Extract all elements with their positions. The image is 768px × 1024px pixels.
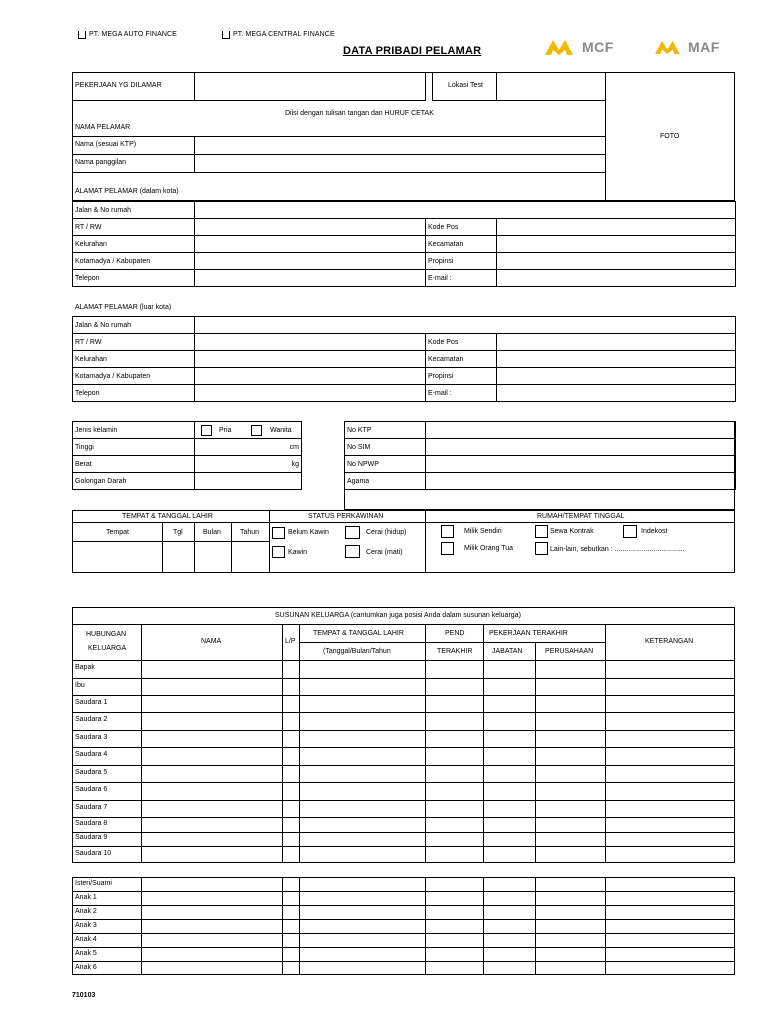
tempat-header: Tempat <box>106 529 129 536</box>
table-row-field[interactable] <box>142 892 734 905</box>
jabatan-header: JABATAN <box>492 648 523 655</box>
email-label: E-mail : <box>426 270 497 287</box>
foto-label: FOTO <box>660 133 680 140</box>
kodepos-label: Kode Pos <box>426 219 497 236</box>
belum-kawin-label: Belum Kawin <box>288 529 329 536</box>
mcf-logo-mark-icon <box>545 38 579 56</box>
tgl-header: Tgl <box>173 529 183 536</box>
lp-header: L/P <box>285 638 296 645</box>
table-row: Ibu <box>75 682 85 689</box>
kelurahan-label: Kelurahan <box>73 236 195 253</box>
milik-sendiri-label: Milik Sendiri <box>464 528 502 535</box>
alamat-luar-table <box>72 316 736 402</box>
email-field[interactable] <box>497 270 736 287</box>
maf-logo-mark-icon <box>655 38 685 56</box>
fisik-table <box>72 421 302 490</box>
table-row: Saudara 7 <box>75 804 108 811</box>
table-row-field[interactable] <box>142 679 734 695</box>
belum-kawin-checkbox[interactable] <box>272 527 285 539</box>
table-row: Anak 3 <box>75 922 97 929</box>
perusahaan-header: PERUSAHAAN <box>545 648 594 655</box>
table-row: Saudara 8 <box>75 820 108 827</box>
kota-luar-label: Kotamadya / Kabupaten <box>73 368 195 385</box>
table-row: Anak 1 <box>75 894 97 901</box>
cerai-hidup-label: Cerai (hidup) <box>366 529 407 536</box>
pekerjaan-label: PEKERJAAN YG DILAMAR <box>75 82 162 89</box>
cerai-mati-checkbox[interactable] <box>345 545 360 558</box>
keterangan-header: KETERANGAN <box>645 638 694 645</box>
tahun-header: Tahun <box>240 529 260 536</box>
milik-orang-tua-label: Milik Orang Tua <box>464 545 514 552</box>
table-row-field[interactable] <box>142 833 734 846</box>
nama-header: NAMA <box>201 638 222 645</box>
agama-label: Agama <box>345 473 426 490</box>
jenis-kelamin-label: Jenis kelamin <box>73 422 195 439</box>
berat-field[interactable]: kg <box>195 456 302 473</box>
berat-label: Berat <box>73 456 195 473</box>
table-row: Saudara 5 <box>75 769 108 776</box>
kota-label: Kotamadya / Kabupaten <box>73 253 195 270</box>
bulan-header: Bulan <box>203 529 221 536</box>
pekerjaan-field[interactable] <box>194 72 426 101</box>
lain-lain-label: Lain-lain, sebutkan : .................................... <box>550 546 685 553</box>
pend-header-2: TERAKHIR <box>437 648 473 655</box>
email-luar-label: E-mail : <box>426 385 497 402</box>
sewa-kontrak-checkbox[interactable] <box>535 525 548 538</box>
telepon-label: Telepon <box>73 270 195 287</box>
table-row-field[interactable] <box>142 748 734 765</box>
propinsi-field[interactable] <box>497 253 736 270</box>
keluarga-title: SUSUNAN KELUARGA (cantumkan juga posisi Anda dalam susunan keluarga) <box>275 612 521 619</box>
table-row: Saudara 6 <box>75 786 108 793</box>
agama-field[interactable] <box>426 473 736 490</box>
goldar-label: Golongan Darah <box>73 473 195 490</box>
kecamatan-field[interactable] <box>497 236 736 253</box>
lokasi-label: Lokasi Test <box>448 82 483 89</box>
jalan-luar-label: Jalan & No rumah <box>73 317 195 334</box>
indekost-checkbox[interactable] <box>623 525 637 538</box>
jalan-label: Jalan & No rumah <box>73 202 195 219</box>
kota-luar-field[interactable] <box>195 368 426 385</box>
ttl-header-1: TEMPAT & TANGGAL LAHIR <box>313 630 404 637</box>
table-row: Anak 2 <box>75 908 97 915</box>
lokasi-field[interactable] <box>496 72 606 101</box>
rumah-header: RUMAH/TEMPAT TINGGAL <box>537 513 625 520</box>
kawin-label: Kawin <box>288 549 308 556</box>
milik-sendiri-checkbox[interactable] <box>441 525 454 538</box>
indekost-label: Indekost <box>641 528 668 535</box>
table-row-field[interactable] <box>142 801 734 817</box>
alamat-dalam-table <box>72 201 736 287</box>
table-row: Saudara 3 <box>75 734 108 741</box>
rtrw-luar-label: RT / RW <box>73 334 195 351</box>
rtrw-field[interactable] <box>195 219 426 236</box>
maf-logo: MAF <box>655 38 720 56</box>
table-row: Saudara 9 <box>75 834 108 841</box>
table-row-field[interactable] <box>142 920 734 933</box>
table-row: Bapak <box>75 664 95 671</box>
telepon-field[interactable] <box>195 270 426 287</box>
table-row-field[interactable] <box>142 934 734 947</box>
table-row-field[interactable] <box>142 878 734 891</box>
wanita-label: Wanita <box>270 427 292 434</box>
telepon-luar-field[interactable] <box>195 385 426 402</box>
table-row: Saudara 2 <box>75 716 108 723</box>
tinggi-label: Tinggi <box>73 439 195 456</box>
page-title: DATA PRIBADI PELAMAR <box>343 45 482 57</box>
mega-auto-finance-checkbox[interactable] <box>78 31 86 39</box>
table-row-field[interactable] <box>142 731 734 747</box>
milik-orang-tua-checkbox[interactable] <box>441 542 454 555</box>
kecamatan-luar-field[interactable] <box>497 351 736 368</box>
table-row: Saudara 10 <box>75 850 112 857</box>
kelurahan-luar-field[interactable] <box>195 351 426 368</box>
kecamatan-label: Kecamatan <box>426 236 497 253</box>
kodepos-luar-label: Kode Pos <box>426 334 497 351</box>
cerai-mati-label: Cerai (mati) <box>366 549 403 556</box>
pekerjaan-header: PEKERJAAN TERAKHIR <box>489 630 568 637</box>
table-row: Saudara 4 <box>75 751 108 758</box>
kelurahan-luar-label: Kelurahan <box>73 351 195 368</box>
npwp-label: No NPWP <box>345 456 426 473</box>
table-row-field[interactable] <box>142 847 734 863</box>
nama-ktp-field[interactable] <box>195 137 605 154</box>
npwp-field[interactable] <box>426 456 736 473</box>
mega-auto-finance-label: PT. MEGA AUTO FINANCE <box>89 31 177 38</box>
nama-section-label: NAMA PELAMAR <box>75 124 131 131</box>
tinggi-field[interactable]: cm <box>195 439 302 456</box>
nama-panggilan-label: Nama panggilan <box>75 159 126 166</box>
table-row: Isteri/Suami <box>75 880 112 887</box>
table-row-field[interactable] <box>142 766 734 782</box>
bulan-lahir-field[interactable] <box>195 542 231 572</box>
alamat-luar-section-label: ALAMAT PELAMAR (luar kota) <box>75 304 172 311</box>
wanita-checkbox[interactable] <box>251 425 262 436</box>
hubungan-header-2: KELUARGA <box>88 645 127 652</box>
table-row: Anak 6 <box>75 964 97 971</box>
sewa-kontrak-label: Sewa Kontrak <box>550 528 594 535</box>
ktp-label: No KTP <box>345 422 426 439</box>
goldar-field[interactable] <box>195 473 302 490</box>
kodepos-luar-field[interactable] <box>497 334 736 351</box>
kawin-checkbox[interactable] <box>272 546 285 558</box>
table-row-field[interactable] <box>142 962 734 975</box>
hubungan-header-1: HUBUNGAN <box>86 631 127 638</box>
cerai-hidup-checkbox[interactable] <box>345 526 360 539</box>
table-row-field[interactable] <box>142 948 734 961</box>
pria-checkbox[interactable] <box>201 425 212 436</box>
table-row-field[interactable] <box>142 906 734 919</box>
table-row-field[interactable] <box>142 661 734 678</box>
kelurahan-field[interactable] <box>195 236 426 253</box>
telepon-luar-label: Telepon <box>73 385 195 402</box>
jalan-luar-field[interactable] <box>195 317 736 334</box>
table-row-field[interactable] <box>142 818 734 832</box>
rtrw-luar-field[interactable] <box>195 334 426 351</box>
tahun-lahir-field[interactable] <box>232 542 269 572</box>
identitas-table <box>344 421 736 490</box>
mcf-logo: MCF <box>545 38 614 56</box>
email-luar-field[interactable] <box>497 385 736 402</box>
table-row: Anak 5 <box>75 950 97 957</box>
tempat-lahir-field[interactable] <box>73 542 162 572</box>
alamat-dalam-section-label: ALAMAT PELAMAR (dalam kota) <box>75 188 179 195</box>
kota-field[interactable] <box>195 253 426 270</box>
propinsi-luar-label: Propinsi <box>426 368 497 385</box>
sim-label: No SIM <box>345 439 426 456</box>
lahir-header: TEMPAT & TANGGAL LAHIR <box>122 513 213 520</box>
nama-ktp-label: Nama (sesuai KTP) <box>75 141 137 148</box>
table-row-field[interactable] <box>142 713 734 730</box>
pria-label: Pria <box>219 427 232 434</box>
tgl-lahir-field[interactable] <box>163 542 194 572</box>
table-row: Anak 4 <box>75 936 97 943</box>
kawin-header: STATUS PERKAWINAN <box>308 513 384 520</box>
jalan-field[interactable] <box>195 202 736 219</box>
table-row-field[interactable] <box>142 696 734 712</box>
rtrw-label: RT / RW <box>73 219 195 236</box>
table-row: Saudara 1 <box>75 699 108 706</box>
propinsi-label: Propinsi <box>426 253 497 270</box>
ktp-field[interactable] <box>426 422 736 439</box>
nama-panggilan-field[interactable] <box>195 155 605 172</box>
mega-central-finance-label: PT. MEGA CENTRAL FINANCE <box>233 31 335 38</box>
form-code: 710103 <box>72 992 96 999</box>
mega-central-finance-checkbox[interactable] <box>222 31 230 39</box>
sim-field[interactable] <box>426 439 736 456</box>
table-row-field[interactable] <box>142 783 734 800</box>
jenis-kelamin-field <box>195 422 302 439</box>
kecamatan-luar-label: Kecamatan <box>426 351 497 368</box>
instruction-text: Diisi dengan tulisan tangan dan HURUF CETAK <box>285 110 434 117</box>
kodepos-field[interactable] <box>497 219 736 236</box>
pend-header-1: PEND <box>445 630 465 637</box>
lain-lain-checkbox[interactable] <box>535 542 548 555</box>
propinsi-luar-field[interactable] <box>497 368 736 385</box>
ttl-header-2: (Tanggal/Bulan/Tahun <box>323 648 391 655</box>
